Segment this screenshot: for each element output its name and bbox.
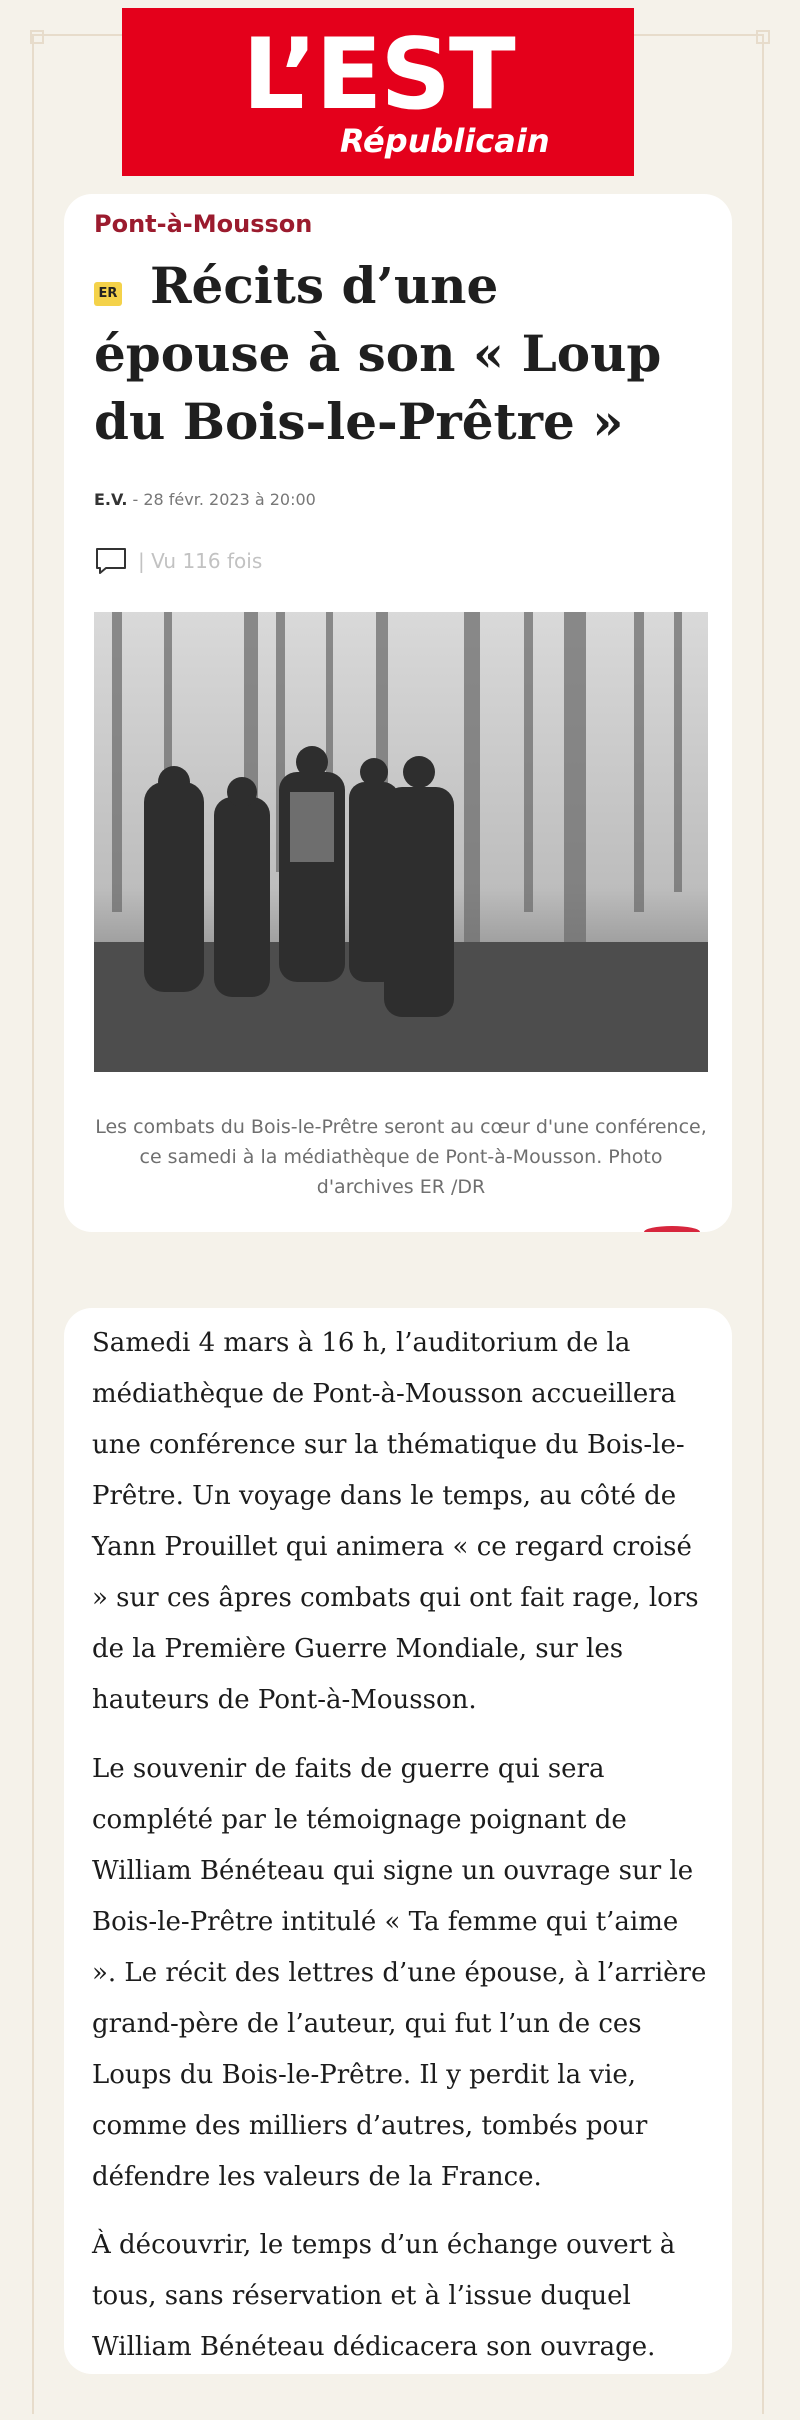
brand-logo[interactable] (122, 8, 634, 176)
frame-corner-ornament (756, 30, 770, 44)
er-badge: ER (94, 282, 122, 306)
brand-logo-main: L’EST (242, 18, 514, 132)
comment-icon[interactable] (94, 546, 128, 576)
article-body-card (64, 1308, 732, 2374)
article-photo (94, 612, 708, 1072)
byline (94, 490, 316, 509)
article-header-card (64, 194, 732, 1232)
article-paragraph: Le souvenir de faits de guerre qui sera complété par le témoignage poignant de William Bénéteau qui signe un ouvrage sur le Bois-le-Prêtre intitulé « Ta femme qui t’aime ». Le récit des lettres d’une épouse, à l’arrière grand-père de l’auteur, qui fut l’un de ces Loups du Bois-le-Prêtre. Il y perdit la vie, comme des milliers d’autres, tombés pour défendre les valeurs de la France. (92, 1754, 707, 2192)
article-paragraph: À découvrir, le temps d’un échange ouvert à tous, sans réservation et à l’issue duquel William Bénéteau dédicacera son ouvrage. (92, 2230, 676, 2362)
article-paragraph: Samedi 4 mars à 16 h, l’auditorium de la médiathèque de Pont-à-Mousson accueillera une conférence sur la thématique du Bois-le-Prêtre. Un voyage dans le temps, au côté de Yann Prouillet qui animera « ce regard croisé » sur ces âpres combats qui ont fait rage, lors de la Première Guerre Mondiale, sur les hauteurs de Pont-à-Mousson. (92, 1328, 699, 1715)
article-title: Récits d’une épouse à son « Loup du Bois-le-Prêtre » (94, 256, 662, 451)
brand-logo-sub: Républicain (340, 122, 550, 160)
publish-date: - 28 févr. 2023 à 20:00 (127, 490, 316, 509)
frame-corner-ornament (30, 30, 44, 44)
view-count: | Vu 116 fois (138, 549, 263, 573)
red-arc-decoration (644, 1226, 700, 1238)
author: E.V. (94, 490, 128, 509)
section-label[interactable]: Pont-à-Mousson (94, 210, 313, 238)
photo-caption: Les combats du Bois-le-Prêtre seront au cœur d'une conférence, ce samedi à la médiathèque de Pont-à-Mousson. Photo d'archives ER /DR (95, 1116, 707, 1198)
article-meta (94, 546, 262, 576)
